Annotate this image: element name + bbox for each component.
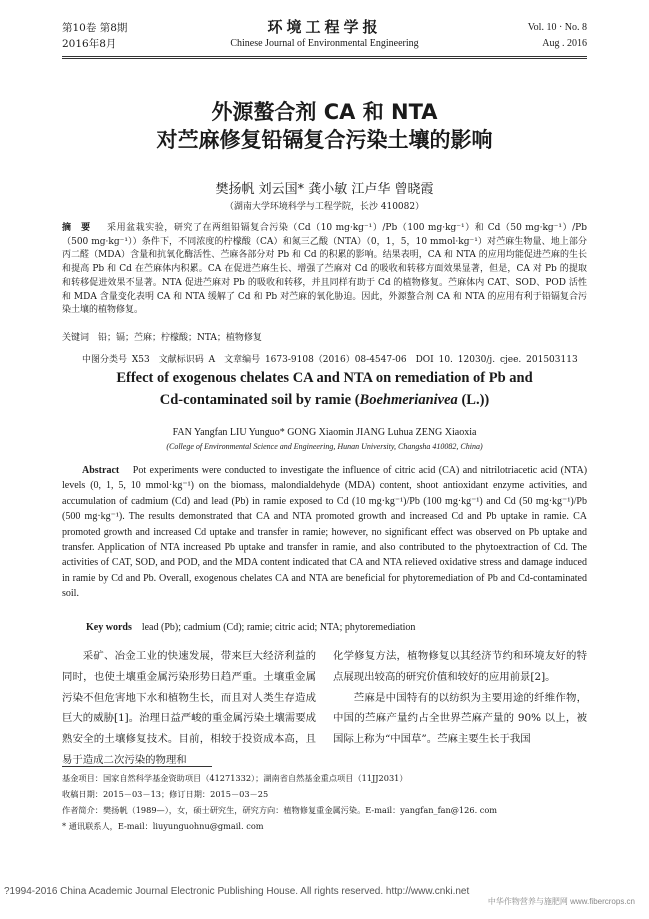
footnotes <box>62 770 587 834</box>
footnote-funding: 基金项目：国家自然科学基金资助项目（41271332）；湖南省自然基金重点项目（11JJ2031） <box>62 773 408 783</box>
abstract-en-text: Pot experiments were conducted to investigate the influence of citric acid (CA) and nitrilotriacetic acid (NTA) levels (0, 1, 5, 10 mmol·kg⁻¹) on the biomass, malondialdehyde (MDA) content, shoot antioxidant enzyme activities, and accumulation of cadmium (Cd) and lead (Pb) in ramie exposed to Cd (10 mg·kg⁻¹)/Pb (100 mg·kg⁻¹) and Cd (50 mg·kg⁻¹)/Pb (500 mg·kg⁻¹). The results demonstrated that CA and NTA promoted growth and increased Cd and Pb uptake in ramie. CA promoted growth and increased Cd uptake and transfer in ramie; however, no significant effect was observed on Pb uptake and transfer. Application of NTA increased Pb uptake and transfer in ramie, and also contributed to the phytoextraction of Cd. The activities of CAT, SOD, and POD, and the MDA content indicated that CA and NTA relieved oxidative stress and damage induced in ramie by Cd and Pb. Overall, exogenous chelates CA and NTA are beneficial for phytoremediation of Pb and Cd-contaminated soil. <box>62 465 588 600</box>
volume-issue-en <box>528 20 587 52</box>
header-rule-2 <box>62 58 587 59</box>
footnote-author-bio: 作者简介：樊扬帆（1989—），女，硕士研究生，研究方向：植物修复重金属污染。E-mail：yangfan_fan@126. com <box>62 805 498 815</box>
keywords-en <box>62 622 415 633</box>
affiliation-cn: （湖南大学环境科学与工程学院，长沙 410082） <box>224 202 425 212</box>
date-en: Aug . 2016 <box>542 38 587 49</box>
body-paragraph: 苎麻是中国特有的以纺织为主要用途的纤维作物，中国的苎麻产量约占全世界苎麻产量的 90% 以上，被国际上称为“中国草”。苎麻主要生长于我国 <box>333 691 587 746</box>
classification-info: 中图分类号 X53 文献标识码 A 文章编号 1673-9108（2016）08-4547-06 DOI 10. 12030/j. cjee. 201503113 <box>82 355 578 365</box>
abstract-cn-label: 摘 要 <box>62 223 91 233</box>
date-cn: 2016年8月 <box>62 38 117 50</box>
body-column-left: 采矿、冶金工业的快速发展，带来巨大经济利益的同时，也使土壤重金属污染形势日趋严重。土壤重金属污染不但危害地下水和植物生长，而且对人类生存造成巨大的威胁[1]。治理日益严峻的重金属污染土壤需要成熟安全的土壤修复技术。目前，相较于投资成本高，且易于造成二次污染的物理和 <box>62 650 316 766</box>
header-rule <box>62 56 587 57</box>
title-en-part-a: Cd-contaminated soil by ramie ( <box>159 392 360 408</box>
paper-title-en-line1: Effect of exogenous chelates CA and NTA on remediation of Pb and <box>116 370 533 386</box>
volume-en: Vol. 10 · No. 8 <box>527 22 587 33</box>
paper-title-en-line2 <box>62 392 587 409</box>
abstract-cn-text: 采用盆栽实验，研究了在两组铅镉复合污染（Cd（10 mg·kg⁻¹）/Pb（100 mg·kg⁻¹）和 Cd（50 mg·kg⁻¹）/Pb（500 mg·kg⁻¹））条件下，不同浓度的柠檬酸（CA）和氮三乙酸（NTA）（0，1，5，10 mmol·kg⁻¹）对苎麻生物量、地上部分丙二醛（MDA）含量和抗氧化酶活性、苎麻各部分对 Pb 和 Cd 的积累的影响。结果表明，CA 和 NTA 的应用均能促进苎麻的生长和提高 Pb 和 Cd 在苎麻体内积累。CA 在促进苎麻生长、增强了苎麻对 Cd 的吸收和转移方面效果显著，但是，CA 对 Pb 的提取和转移促进效果不显著。NTA 促进苎麻对 Pb 的吸收和转移，并且同样有助于 Cd 的植物修复。苎麻体内 CAT、SOD、POD 活性和 MDA 含量变化表明 CA 和 NTA 缓解了 Cd 和 Pb 对苎麻的氧化胁迫。因此，外源螯合剂 CA 和 NTA 的应用有利于铅镉复合污染土壤的植物修复。 <box>62 223 587 316</box>
watermark-text: 中华作物营养与施肥网 www.fibercrops.cn <box>487 897 635 906</box>
species-name: Boehmerianivea <box>359 392 458 408</box>
abstract-cn <box>62 222 587 318</box>
keywords-en-text: lead (Pb); cadmium (Cd); ramie; citric acid; NTA; phytoremediation <box>141 622 416 633</box>
authors-en: FAN Yangfan LIU Yunguo* GONG Xiaomin JIANG Luhua ZENG Xiaoxia <box>172 427 477 438</box>
abstract-en <box>62 463 587 602</box>
paper-title-cn-line2: 对苎麻修复铅镉复合污染土壤的影响 <box>156 128 493 152</box>
affiliation-en: (College of Environmental Science and Engineering, Hunan University, Changsha 410082, China) <box>166 442 483 451</box>
journal-title-en: Chinese Journal of Environmental Engineering <box>230 38 419 49</box>
footnote-rule <box>62 766 212 767</box>
footnote-correspondence: * 通讯联系人，E-mail：liuyunguohnu@gmail. com <box>62 821 264 831</box>
body-column-right <box>333 646 587 750</box>
volume-cn: 第10卷 第8期 <box>62 22 128 34</box>
body-paragraph: 化学修复方法，植物修复以其经济节约和环境友好的特点展现出较高的研究价值和较好的应用前景[2]。 <box>333 650 587 683</box>
paper-title-cn-line1: 外源螯合剂 CA 和 NTA <box>211 100 438 124</box>
journal-title-cn: 环境工程学报 <box>267 18 382 36</box>
copyright-text: ?1994-2016 China Academic Journal Electronic Publishing House. All rights reserved. http://www.cnki.net <box>4 886 470 897</box>
keywords-cn: 关键词 铅；镉；苎麻；柠檬酸；NTA；植物修复 <box>62 333 262 343</box>
authors-cn: 樊扬帆 刘云国* 龚小敏 江卢华 曾晓霞 <box>215 182 434 197</box>
abstract-en-label: Abstract <box>82 465 120 476</box>
footnote-dates: 收稿日期：2015－03－13；修订日期：2015－03－25 <box>62 789 269 799</box>
keywords-en-label: Key words <box>86 622 132 633</box>
title-en-part-c: (L.)) <box>457 392 490 408</box>
